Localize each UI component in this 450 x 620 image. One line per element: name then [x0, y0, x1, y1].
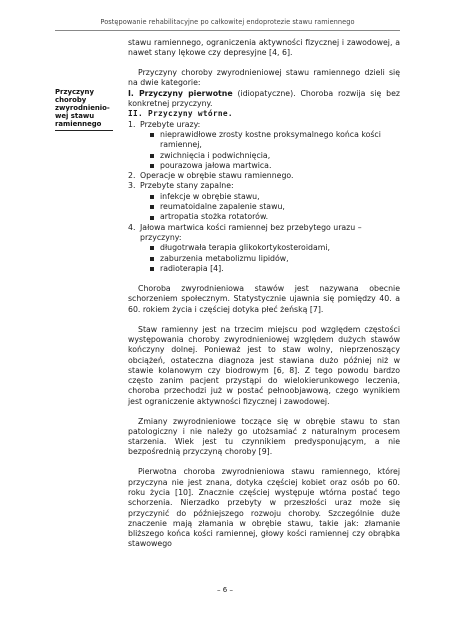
running-header: Postępowanie rehabilitacyjne po całkowitej endoprotezie stawu ramiennego	[100, 18, 355, 26]
cause-subitems	[140, 130, 400, 171]
page-number: – 6 –	[217, 586, 233, 594]
cause-subitems	[140, 243, 400, 274]
header-rule	[55, 30, 400, 31]
cause-item: 1. Przebyte urazy: nieprawidłowe zrosty kostne proksymalnego końca kości ramiennej, zwichnięcia i podwichnięcia, pourazowa jałowa martwica.	[140, 120, 400, 171]
cause-item: 3. Przebyte stany zapalne: infekcje w obrębie stawu, reumatoidalne zapalenie stawu, artropatia stożka rotatorów.	[140, 181, 400, 222]
cause-subitem: nieprawidłowe zrosty kostne proksymalnego końca kości ramiennej,	[160, 130, 400, 151]
secondary-causes-list	[128, 120, 400, 274]
cause-subitem: artropatia stożka rotatorów.	[160, 212, 400, 222]
heading-secondary-causes: II. Przyczyny wtórne.	[128, 109, 233, 119]
cause-subitem: zaburzenia metabolizmu lipidów,	[160, 254, 400, 264]
cause-subitem: pourazowa jałowa martwica.	[160, 161, 400, 171]
heading-primary-label: I. Przyczyny pierwotne	[128, 88, 233, 98]
cause-subitem: długotrwała terapia glikokortykosteroidami,	[160, 243, 400, 253]
paragraph-frequency: Staw ramienny jest na trzecim miejscu pod względem częstości występowania choroby zwyrodnieniowej względem dużych stawów kończyny dolnej. Ponieważ jest to staw wolny, nieprzenoszący obciążeń, ostateczna diagnoza jest stawiana dużo później niż w stawie kolanowym czy biodrowym [6, 8]. Z tego powodu bardzo często zanim pacjent przystąpi do wielokierunkowego leczenia, choroba przechodzi już w postać pełnoobjawową, czego wynikiem jest ograniczenie aktywności fizycznej i zawodowej.	[128, 324, 400, 406]
cause-item: 2. Operacje w obrębie stawu ramiennego.	[128, 171, 294, 181]
cause-subitem: infekcje w obrębie stawu,	[160, 192, 400, 202]
heading-primary-rest: (idiopatyczne). Choroba rozwija się bez konkretnej przyczyny.	[128, 88, 400, 109]
cause-item: 4. Jałowa martwica kości ramiennej bez przebytego urazu – przyczyny: długotrwała terapia glikokortykosteroidami, zaburzenia metabolizmu lipidów, radioterapia [4].	[140, 223, 400, 274]
paragraph-primary: Pierwotna choroba zwyrodnieniowa stawu ramiennego, której przyczyna nie jest znana, dotyka częściej kobiet oraz osób po 60. roku życia [10]. Znacznie częściej występuje wtórna postać tego schorzenia. Nierzadko przebyty w przeszłości uraz może się przyczynić do późniejszego rozwoju choroby. Szczególnie duże znaczenie mają złamania w obrębie stawu, takie jak: złamanie bliższego końca kości ramiennej, głowy kości ramiennej czy obrąbka stawowego	[128, 467, 400, 549]
paragraph-causes: Przyczyny choroby zwyrodnieniowej stawu ramiennego dzieli się na dwie kategorie:	[128, 68, 400, 88]
cause-subitems	[140, 192, 400, 223]
cause-subitem: reumatoidalne zapalenie stawu,	[160, 202, 400, 212]
cause-subitem: radioterapia [4].	[160, 264, 400, 274]
paragraph-intro: stawu ramiennego, ograniczenia aktywności fizycznej i zawodowej, a nawet stany lękowe czy depresyjne [4, 6].	[128, 38, 400, 58]
heading-primary-causes	[128, 89, 400, 110]
cause-subitem: zwichnięcia i podwichnięcia,	[160, 151, 400, 161]
margin-note: Przyczyny choroby zwyrodnienio-wej stawu ramiennego	[55, 88, 113, 131]
main-text	[128, 38, 400, 550]
paragraph-epidemiology: Choroba zwyrodnieniowa stawów jest nazywana obecnie schorzeniem społecznym. Statystycznie ujawnia się pomiędzy 40. a 60. rokiem życia i częściej dotyka płeć żeńską [7].	[128, 284, 400, 314]
paragraph-aging: Zmiany zwyrodnieniowe toczące się w obrębie stawu to stan patologiczny i nie należy go utożsamiać z naturalnym procesem starzenia. Wiek jest tu czynnikiem predysponującym, a nie bezpośrednią przyczyną choroby [9].	[128, 416, 400, 457]
